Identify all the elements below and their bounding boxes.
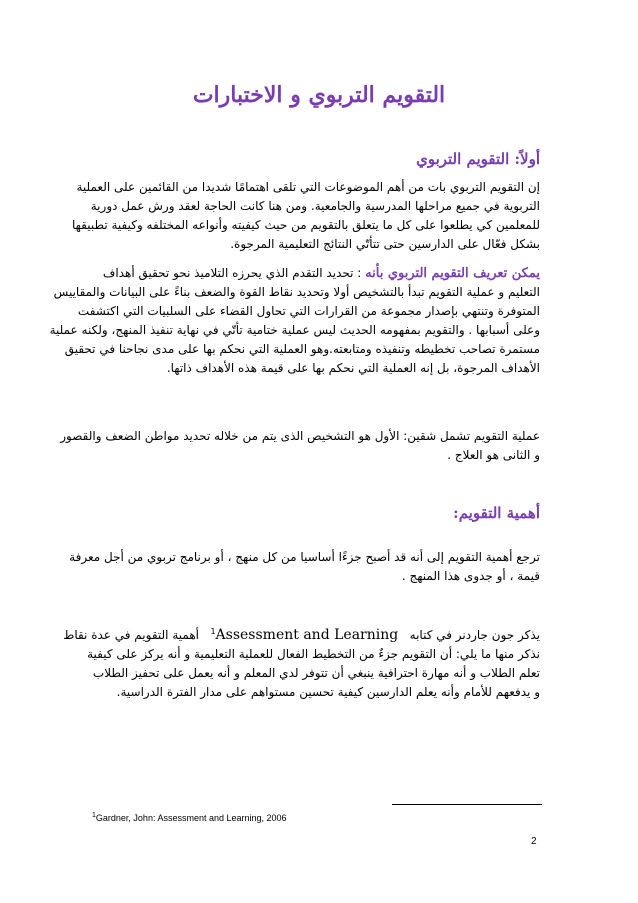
footnote-separator [392, 804, 542, 805]
paragraph-definition [49, 264, 540, 378]
paragraph-intro [71, 178, 540, 254]
paragraph-line: و الثانى هو العلاج . [447, 448, 540, 462]
paragraph-line: التربوية في جميع مراحلها المدرسية والجامعية. ومن هنا كانت الحاجة لعقد ورش عمل دورية [90, 199, 540, 213]
paragraph-line: التعليم و عملية التقويم تبدأ بالتشخيص أولا وتحديد نقاط القوة والضعف بناءً على البيانات والمقاييس [53, 285, 540, 299]
definition-lead: يمكن تعريف التقويم التربوي بأنه [365, 266, 540, 281]
paragraph-line: وعلى أسبابها . والتقويم بمفهومه الحديث ليس عملية ختامية تأتّي في نهاية تنفيذ المنهج، ولكنه عملية [49, 323, 540, 337]
paragraph-line: نذكر منها ما يلي: أن التقويم جزءٌ من التخطيط الفعال للعملية التعليمية و أنه يركز على كيفية [87, 647, 540, 661]
footnote-mark: 1 [92, 812, 96, 819]
paragraph-line: تعلم الطلاب و أنه مهارة احترافية ينبغي أن تتوفر لدي المعلم و أنه يعمل على تحفيز الطلاب [92, 666, 540, 680]
paragraph-line [63, 622, 540, 645]
section-heading-educational-evaluation: أولاً: التقويم التربوي [416, 150, 540, 168]
definition-text: : تحديد التقدم الذي يحرزه التلاميذ نحو تحقيق أهداف [102, 266, 362, 280]
footnote-text: Gardner, John: Assessment and Learning, 2006 [95, 813, 287, 823]
paragraph-line: إن التقويم التربوي بات من أهم الموضوعات التي تلقى اهتمامًا شديدا من القائمين على العملية [76, 180, 540, 194]
paragraph-line: بشكل فعّال على الدارسين حتى تتأتّي النتائج التعليمية المرجوة. [230, 237, 540, 251]
paragraph-gardner [63, 622, 540, 702]
section-heading-importance: أهمية التقويم: [453, 504, 540, 522]
paragraph-line: عملية التقويم تشمل شقين: الأول هو التشخيص الذى يتم من خلاله تحديد مواطن الضعف والقصور [60, 429, 540, 443]
paragraph-line: قيمة ، أو جدوى هذا المنهج . [401, 569, 540, 583]
footnote [92, 812, 287, 823]
gardner-intro: يذكر جون جاردنر في كتابه [409, 628, 540, 642]
book-title: Assessment and Learning [215, 627, 399, 643]
paragraph-line: ترجع أهمية التقويم إلى أنه قد أصبح جزءًا أساسيا من كل منهج ، أو برنامج تربوي من أجل معرفة [69, 550, 540, 564]
footnote-reference[interactable]: 1 [210, 627, 216, 636]
paragraph-importance [69, 548, 540, 586]
paragraph-line: الأهداف المرجوة، بل إنه العملية التي نحكم بها على قيمة هذه الأهداف ذاتها. [166, 361, 540, 375]
page-number: 2 [531, 836, 537, 847]
paragraph-line: المتوفرة وتنتهي بإصدار مجموعة من القرارات التي تحاول القضاء على السلبيات التي اكتشفت [77, 304, 540, 318]
page-title: التقويم التربوي و الاختبارات [192, 82, 446, 108]
paragraph-line: و يدفعهم للأمام وأنه يعلم الدارسين كيفية تحسين مستواهم على مدار الفترة الدراسية. [116, 685, 540, 699]
paragraph-line: للمعلمين كي يطلعوا على كل ما يتعلق بالتقويم من حيث كيفيته وأنواعه المختلفه وكيفية تطبيقها [71, 218, 540, 232]
paragraph-line: مستمرة تصاحب تخطيطه وتنفيذه ومتابعته.وهو العملية التي نحكم بها على مدى نجاحنا في تحقيق [64, 342, 540, 356]
paragraph-line [92, 264, 540, 283]
gardner-points: أهمية التقويم في عدة نقاط [63, 628, 199, 642]
paragraph-components [60, 427, 540, 465]
